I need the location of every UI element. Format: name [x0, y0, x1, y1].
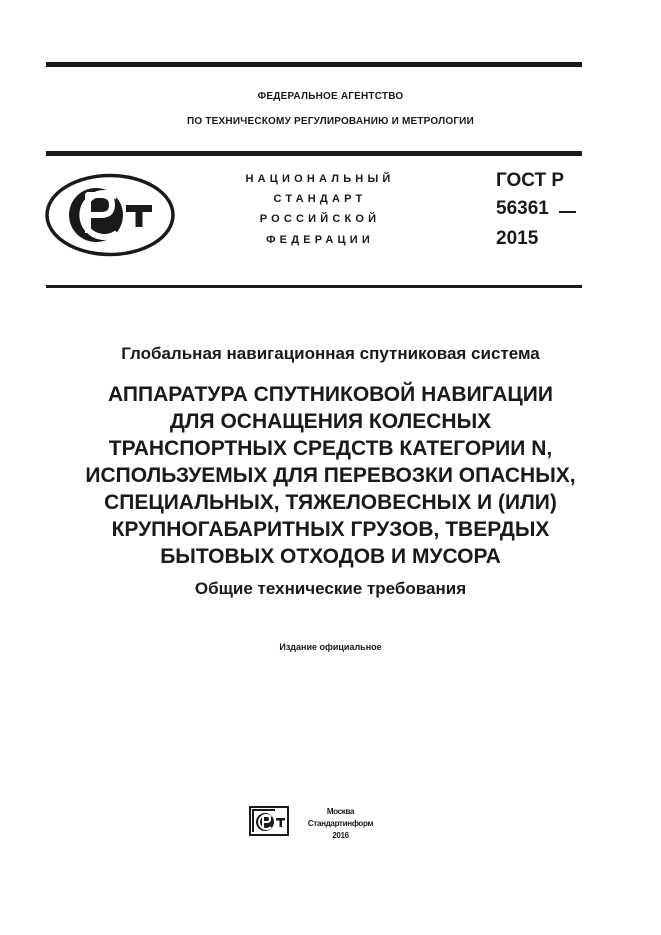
title-line: СПЕЦИАЛЬНЫХ, ТЯЖЕЛОВЕСНЫХ И (ИЛИ): [104, 491, 557, 514]
title-line: ДЛЯ ОСНАЩЕНИЯ КОЛЕСНЫХ: [169, 410, 492, 433]
top-rule: [46, 62, 582, 67]
national-standard-line: РОССИЙСКОЙ: [259, 213, 381, 225]
rst-logo-icon: [44, 173, 176, 257]
document-title: [0, 381, 661, 570]
agency-name-line-2: ПО ТЕХНИЧЕСКОМУ РЕГУЛИРОВАНИЮ И МЕТРОЛОГИИ: [187, 116, 474, 127]
header-rule: [46, 151, 582, 156]
standard-designation-prefix: ГОСТ Р: [496, 170, 565, 191]
agency-name-line-1: ФЕДЕРАЛЬНОЕ АГЕНТСТВО: [257, 91, 404, 102]
publisher-city: Москва: [326, 807, 355, 816]
title-line: ТРАНСПОРТНЫХ СРЕДСТВ КАТЕГОРИИ N,: [108, 437, 553, 460]
system-name: Глобальная навигационная спутниковая система: [121, 344, 540, 363]
title-line: ИСПОЛЬЗУЕМЫХ ДЛЯ ПЕРЕВОЗКИ ОПАСНЫХ,: [85, 464, 576, 487]
national-standard-line: ФЕДЕРАЦИИ: [266, 234, 374, 246]
publisher-year: 2016: [332, 831, 349, 840]
title-line: БЫТОВЫХ ОТХОДОВ И МУСОРА: [160, 545, 501, 568]
standard-designation-number: 56361: [496, 198, 549, 219]
standard-designation-year: 2015: [496, 228, 539, 249]
title-line: КРУПНОГАБАРИТНЫХ ГРУЗОВ, ТВЕРДЫХ: [111, 518, 550, 541]
standartinform-logo-icon: [249, 806, 289, 836]
publisher-name: Стандартинформ: [307, 819, 374, 828]
national-standard-line: СТАНДАРТ: [273, 193, 367, 205]
edition-note: Издание официальное: [279, 642, 382, 652]
standard-block-rule: [46, 285, 582, 288]
title-line: АППАРАТУРА СПУТНИКОВОЙ НАВИГАЦИИ: [108, 383, 553, 406]
document-subtitle: Общие технические требования: [194, 579, 467, 598]
national-standard-line: НАЦИОНАЛЬНЫЙ: [245, 173, 395, 185]
designation-dash: [559, 211, 576, 213]
